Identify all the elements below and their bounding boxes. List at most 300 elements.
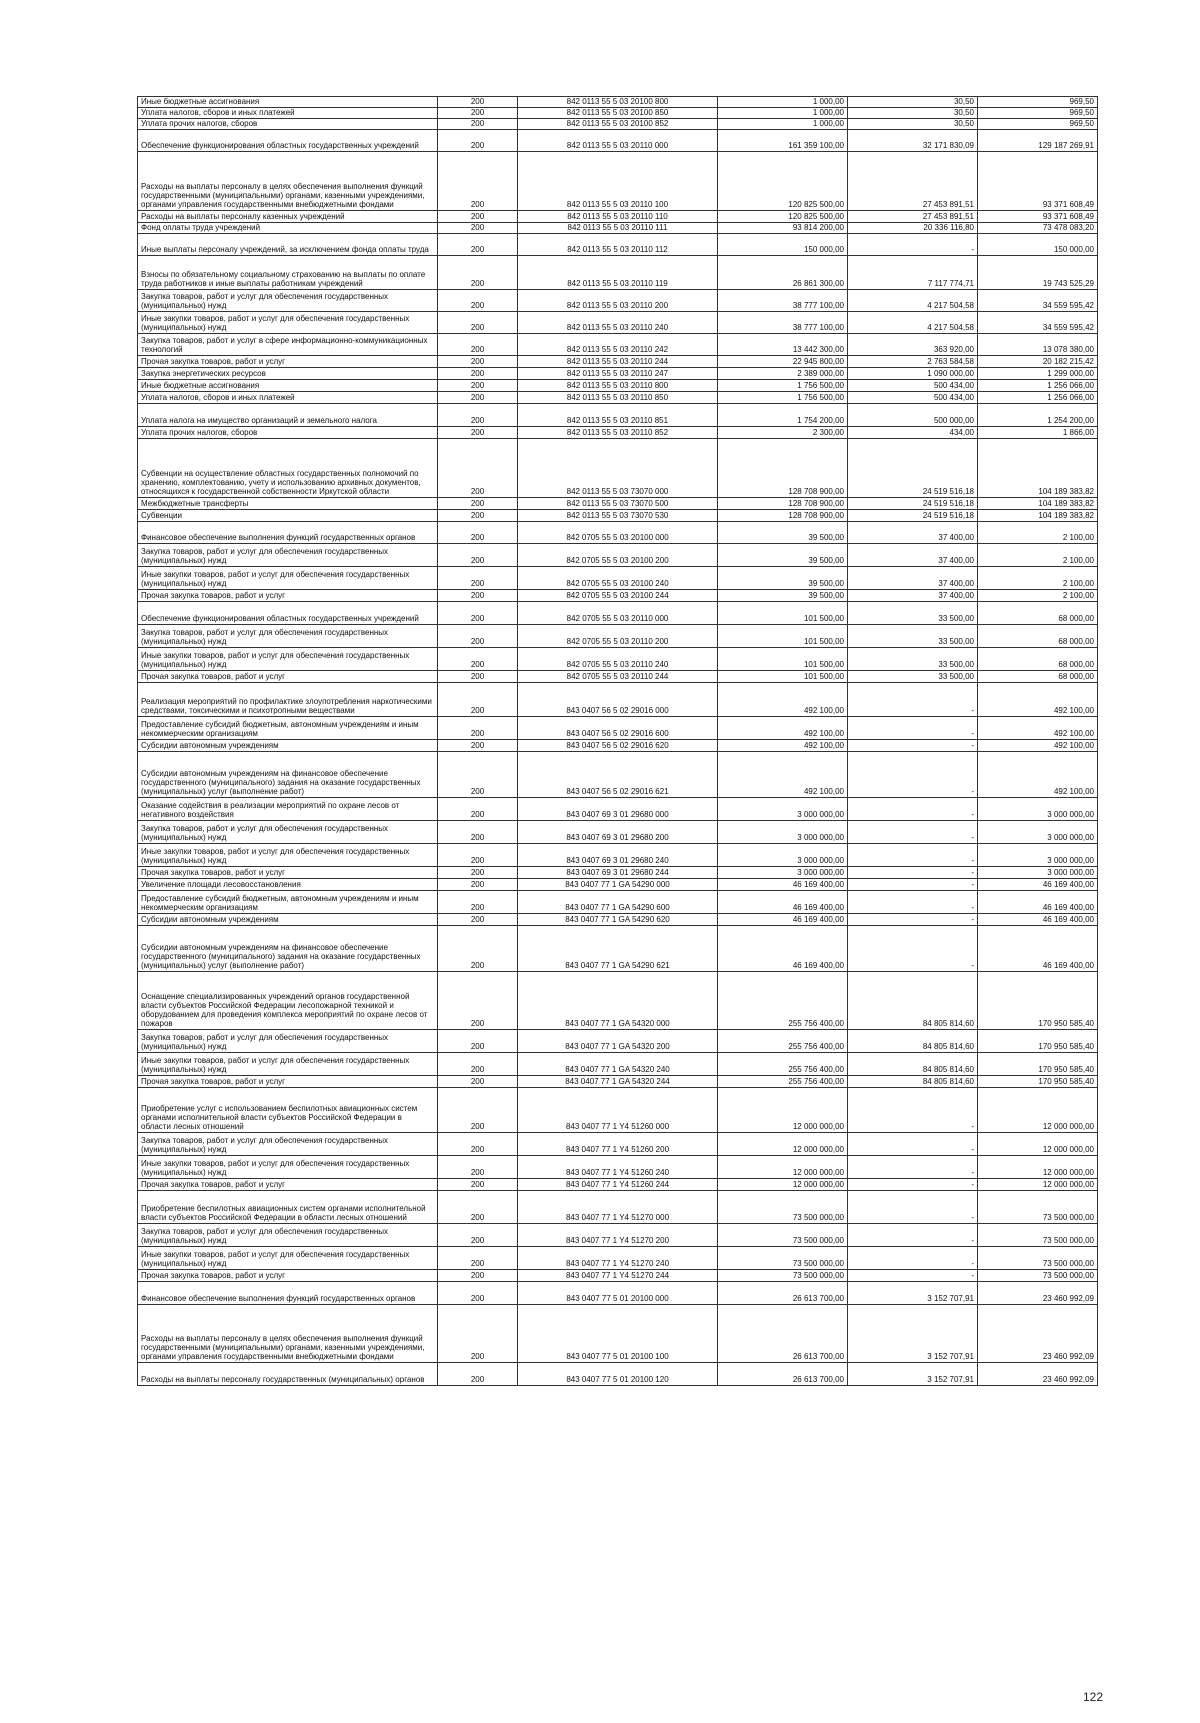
row-name: Прочая закупка товаров, работ и услуг (138, 671, 438, 683)
row-assigned: 128 708 900,00 (718, 498, 848, 510)
row-assigned: 128 708 900,00 (718, 510, 848, 522)
row-remaining: 104 189 383,82 (978, 510, 1098, 522)
row-assigned: 26 613 700,00 (718, 1363, 848, 1386)
row-classification: 843 0407 77 1 Y4 51270 244 (518, 1270, 718, 1282)
row-code: 200 (438, 891, 518, 914)
row-name: Прочая закупка товаров, работ и услуг (138, 1076, 438, 1088)
row-name: Иные закупки товаров, работ и услуг для обеспечения государственных (муниципальных) нужд (138, 312, 438, 334)
row-assigned: 128 708 900,00 (718, 439, 848, 498)
row-code: 200 (438, 223, 518, 234)
table-row (138, 602, 1098, 625)
row-executed: - (848, 798, 978, 821)
row-executed: 33 500,00 (848, 671, 978, 683)
row-name: Предоставление субсидий бюджетным, автономным учреждениям и иным некоммерческим организациям (138, 891, 438, 914)
row-code: 200 (438, 926, 518, 972)
table-row (138, 972, 1098, 1030)
row-code: 200 (438, 683, 518, 717)
row-code: 200 (438, 625, 518, 648)
row-remaining: 12 000 000,00 (978, 1088, 1098, 1133)
row-assigned: 46 169 400,00 (718, 879, 848, 891)
row-remaining: 68 000,00 (978, 671, 1098, 683)
row-code: 200 (438, 972, 518, 1030)
table-row (138, 821, 1098, 844)
table-row (138, 97, 1098, 108)
row-remaining: 93 371 608,49 (978, 211, 1098, 223)
table-row (138, 1191, 1098, 1224)
row-code: 200 (438, 1191, 518, 1224)
row-assigned: 22 945 800,00 (718, 356, 848, 368)
row-name: Субвенции (138, 510, 438, 522)
row-classification: 842 0113 55 5 03 20110 112 (518, 234, 718, 256)
row-code: 200 (438, 1179, 518, 1191)
row-assigned: 150 000,00 (718, 234, 848, 256)
row-name: Закупка товаров, работ и услуг для обеспечения государственных (муниципальных) нужд (138, 1030, 438, 1053)
row-name: Расходы на выплаты персоналу в целях обеспечения выполнения функций государственными (муниципальными) органами, казенными учреждениями, органами управления государственными внебюджетными фондами (138, 152, 438, 211)
table-row (138, 683, 1098, 717)
row-classification: 843 0407 77 5 01 20100 120 (518, 1363, 718, 1386)
row-assigned: 101 500,00 (718, 625, 848, 648)
row-code: 200 (438, 211, 518, 223)
row-classification: 843 0407 77 1 Y4 51270 240 (518, 1247, 718, 1270)
row-classification: 843 0407 77 1 GA 54290 000 (518, 879, 718, 891)
row-executed: 27 453 891,51 (848, 152, 978, 211)
row-classification: 842 0113 55 5 03 20110 119 (518, 256, 718, 290)
row-code: 200 (438, 234, 518, 256)
row-assigned: 492 100,00 (718, 752, 848, 798)
row-name: Реализация мероприятий по профилактике злоупотребления наркотическими средствами, токсическими и психотропными веществами (138, 683, 438, 717)
row-remaining: 34 559 595,42 (978, 290, 1098, 312)
row-remaining: 23 460 992,09 (978, 1363, 1098, 1386)
row-name: Уплата налога на имущество организаций и земельного налога (138, 404, 438, 427)
row-remaining: 170 950 585,40 (978, 1030, 1098, 1053)
row-remaining: 73 500 000,00 (978, 1247, 1098, 1270)
table-row (138, 1363, 1098, 1386)
table-row (138, 891, 1098, 914)
row-classification: 842 0113 55 5 03 20110 110 (518, 211, 718, 223)
row-name: Прочая закупка товаров, работ и услуг (138, 1270, 438, 1282)
row-executed: 4 217 504,58 (848, 290, 978, 312)
row-assigned: 39 500,00 (718, 544, 848, 567)
row-name: Субсидии автономным учреждениям на финансовое обеспечение государственного (муниципального) задания на оказание государственных (муниципальных) услуг (выполнение работ) (138, 752, 438, 798)
row-name: Расходы на выплаты персоналу казенных учреждений (138, 211, 438, 223)
row-remaining: 23 460 992,09 (978, 1282, 1098, 1305)
row-assigned: 492 100,00 (718, 740, 848, 752)
row-classification: 842 0113 55 5 03 73070 000 (518, 439, 718, 498)
row-executed: - (848, 879, 978, 891)
row-executed: 37 400,00 (848, 567, 978, 590)
row-assigned: 46 169 400,00 (718, 926, 848, 972)
table-row (138, 752, 1098, 798)
row-code: 200 (438, 312, 518, 334)
row-code: 200 (438, 510, 518, 522)
table-row (138, 625, 1098, 648)
row-remaining: 150 000,00 (978, 234, 1098, 256)
row-executed: 500 434,00 (848, 392, 978, 404)
row-assigned: 161 359 100,00 (718, 130, 848, 152)
row-executed: - (848, 683, 978, 717)
row-name: Обеспечение функционирования областных государственных учреждений (138, 602, 438, 625)
row-executed: 84 805 814,60 (848, 972, 978, 1030)
table-row (138, 844, 1098, 867)
row-executed: 24 519 516,18 (848, 498, 978, 510)
table-row (138, 356, 1098, 368)
row-name: Расходы на выплаты персоналу в целях обеспечения выполнения функций государственными (муниципальными) органами, казенными учреждениями, органами управления государственными внебюджетными фондами (138, 1305, 438, 1363)
row-executed: 84 805 814,60 (848, 1076, 978, 1088)
row-remaining: 1 866,00 (978, 427, 1098, 439)
table-row (138, 368, 1098, 380)
row-code: 200 (438, 97, 518, 108)
page-number: 122 (1083, 1690, 1104, 1704)
row-assigned: 120 825 500,00 (718, 152, 848, 211)
row-name: Иные закупки товаров, работ и услуг для обеспечения государственных (муниципальных) нужд (138, 567, 438, 590)
row-executed: 3 152 707,91 (848, 1363, 978, 1386)
row-code: 200 (438, 590, 518, 602)
row-executed: 33 500,00 (848, 602, 978, 625)
row-classification: 842 0705 55 5 03 20100 200 (518, 544, 718, 567)
row-name: Субсидии автономным учреждениям на финансовое обеспечение государственного (муниципального) задания на оказание государственных (муниципальных) услуг (выполнение работ) (138, 926, 438, 972)
row-remaining: 3 000 000,00 (978, 844, 1098, 867)
row-executed: - (848, 891, 978, 914)
row-classification: 842 0113 55 5 03 73070 500 (518, 498, 718, 510)
row-remaining: 969,50 (978, 119, 1098, 130)
table-row (138, 567, 1098, 590)
table-row (138, 119, 1098, 130)
row-classification: 842 0113 55 5 03 20110 240 (518, 312, 718, 334)
row-code: 200 (438, 1156, 518, 1179)
row-classification: 843 0407 77 1 GA 54290 621 (518, 926, 718, 972)
table-row (138, 648, 1098, 671)
row-remaining: 12 000 000,00 (978, 1133, 1098, 1156)
row-executed: - (848, 740, 978, 752)
row-executed: 363 920,00 (848, 334, 978, 356)
row-code: 200 (438, 717, 518, 740)
row-name: Финансовое обеспечение выполнения функций государственных органов (138, 522, 438, 544)
row-assigned: 73 500 000,00 (718, 1270, 848, 1282)
row-name: Прочая закупка товаров, работ и услуг (138, 590, 438, 602)
row-name: Межбюджетные трансферты (138, 498, 438, 510)
row-name: Обеспечение функционирования областных государственных учреждений (138, 130, 438, 152)
row-executed: - (848, 926, 978, 972)
row-name: Иные закупки товаров, работ и услуг для обеспечения государственных (муниципальных) нужд (138, 844, 438, 867)
row-executed: 33 500,00 (848, 648, 978, 671)
row-classification: 842 0705 55 5 03 20110 240 (518, 648, 718, 671)
table-row (138, 798, 1098, 821)
row-assigned: 2 300,00 (718, 427, 848, 439)
row-code: 200 (438, 108, 518, 119)
row-assigned: 12 000 000,00 (718, 1088, 848, 1133)
row-name: Оказание содействия в реализации мероприятий по охране лесов от негативного воздействия (138, 798, 438, 821)
row-remaining: 1 256 066,00 (978, 380, 1098, 392)
row-classification: 842 0113 55 5 03 20100 800 (518, 97, 718, 108)
row-executed: - (848, 821, 978, 844)
row-remaining: 2 100,00 (978, 544, 1098, 567)
row-executed: 37 400,00 (848, 590, 978, 602)
row-assigned: 101 500,00 (718, 602, 848, 625)
row-code: 200 (438, 544, 518, 567)
row-executed: - (848, 1156, 978, 1179)
row-name: Увеличение площади лесовосстановления (138, 879, 438, 891)
row-remaining: 3 000 000,00 (978, 821, 1098, 844)
row-code: 200 (438, 152, 518, 211)
row-remaining: 73 500 000,00 (978, 1224, 1098, 1247)
row-classification: 842 0705 55 5 03 20100 244 (518, 590, 718, 602)
row-executed: 20 336 116,80 (848, 223, 978, 234)
row-name: Уплата прочих налогов, сборов (138, 427, 438, 439)
row-code: 200 (438, 392, 518, 404)
row-name: Закупка товаров, работ и услуг для обеспечения государственных (муниципальных) нужд (138, 821, 438, 844)
row-classification: 842 0113 55 5 03 20110 852 (518, 427, 718, 439)
row-executed: - (848, 717, 978, 740)
table-row (138, 211, 1098, 223)
row-executed: 24 519 516,18 (848, 510, 978, 522)
row-classification: 842 0705 55 5 03 20110 000 (518, 602, 718, 625)
table-row (138, 1076, 1098, 1088)
row-code: 200 (438, 498, 518, 510)
row-classification: 843 0407 77 1 GA 54320 200 (518, 1030, 718, 1053)
row-remaining: 23 460 992,09 (978, 1305, 1098, 1363)
row-executed: 30,50 (848, 97, 978, 108)
row-code: 200 (438, 1053, 518, 1076)
row-assigned: 3 000 000,00 (718, 798, 848, 821)
row-assigned: 1 754 200,00 (718, 404, 848, 427)
row-remaining: 170 950 585,40 (978, 1053, 1098, 1076)
table-row (138, 498, 1098, 510)
table-row (138, 544, 1098, 567)
row-classification: 842 0113 55 5 03 20100 852 (518, 119, 718, 130)
row-name: Иные закупки товаров, работ и услуг для обеспечения государственных (муниципальных) нужд (138, 648, 438, 671)
row-classification: 843 0407 77 1 Y4 51270 200 (518, 1224, 718, 1247)
row-executed: - (848, 844, 978, 867)
row-classification: 842 0113 55 5 03 20110 851 (518, 404, 718, 427)
row-remaining: 170 950 585,40 (978, 1076, 1098, 1088)
row-classification: 843 0407 56 5 02 29016 621 (518, 752, 718, 798)
row-code: 200 (438, 1224, 518, 1247)
row-classification: 843 0407 77 1 GA 54320 000 (518, 972, 718, 1030)
row-assigned: 73 500 000,00 (718, 1224, 848, 1247)
row-classification: 843 0407 77 5 01 20100 000 (518, 1282, 718, 1305)
row-classification: 843 0407 69 3 01 29680 200 (518, 821, 718, 844)
row-executed: 434,00 (848, 427, 978, 439)
table-row (138, 1030, 1098, 1053)
row-name: Закупка товаров, работ и услуг для обеспечения государственных (муниципальных) нужд (138, 1133, 438, 1156)
table-row (138, 392, 1098, 404)
budget-report-sheet (137, 96, 1097, 1386)
table-row (138, 108, 1098, 119)
row-remaining: 34 559 595,42 (978, 312, 1098, 334)
row-classification: 843 0407 77 1 Y4 51260 200 (518, 1133, 718, 1156)
row-code: 200 (438, 119, 518, 130)
table-row (138, 510, 1098, 522)
table-row (138, 256, 1098, 290)
row-assigned: 73 500 000,00 (718, 1247, 848, 1270)
row-assigned: 101 500,00 (718, 648, 848, 671)
row-classification: 843 0407 56 5 02 29016 600 (518, 717, 718, 740)
row-assigned: 101 500,00 (718, 671, 848, 683)
row-remaining: 46 169 400,00 (978, 926, 1098, 972)
table-row (138, 671, 1098, 683)
table-row (138, 1053, 1098, 1076)
row-assigned: 255 756 400,00 (718, 1053, 848, 1076)
row-remaining: 170 950 585,40 (978, 972, 1098, 1030)
row-remaining: 68 000,00 (978, 625, 1098, 648)
row-code: 200 (438, 914, 518, 926)
row-classification: 842 0113 55 5 03 20110 850 (518, 392, 718, 404)
row-code: 200 (438, 334, 518, 356)
row-executed: 37 400,00 (848, 522, 978, 544)
table-row (138, 717, 1098, 740)
row-name: Прочая закупка товаров, работ и услуг (138, 1179, 438, 1191)
row-assigned: 26 613 700,00 (718, 1305, 848, 1363)
row-classification: 842 0113 55 5 03 20110 242 (518, 334, 718, 356)
row-remaining: 1 254 200,00 (978, 404, 1098, 427)
table-row (138, 1247, 1098, 1270)
row-executed: 3 152 707,91 (848, 1305, 978, 1363)
row-classification: 843 0407 77 1 Y4 51260 244 (518, 1179, 718, 1191)
row-code: 200 (438, 648, 518, 671)
row-assigned: 12 000 000,00 (718, 1156, 848, 1179)
row-assigned: 38 777 100,00 (718, 290, 848, 312)
row-assigned: 13 442 300,00 (718, 334, 848, 356)
row-classification: 842 0113 55 5 03 20110 000 (518, 130, 718, 152)
row-executed: - (848, 234, 978, 256)
table-row (138, 234, 1098, 256)
row-classification: 843 0407 77 1 GA 54290 620 (518, 914, 718, 926)
row-code: 200 (438, 1270, 518, 1282)
row-remaining: 73 478 083,20 (978, 223, 1098, 234)
row-remaining: 20 182 215,42 (978, 356, 1098, 368)
row-assigned: 26 861 300,00 (718, 256, 848, 290)
row-name: Приобретение беспилотных авиационных систем органами исполнительной власти субъектов Российской Федерации в области лесных отношений (138, 1191, 438, 1224)
row-classification: 843 0407 77 5 01 20100 100 (518, 1305, 718, 1363)
row-executed: 24 519 516,18 (848, 439, 978, 498)
row-classification: 842 0113 55 5 03 20110 244 (518, 356, 718, 368)
table-row (138, 312, 1098, 334)
row-assigned: 1 000,00 (718, 119, 848, 130)
row-code: 200 (438, 427, 518, 439)
row-assigned: 38 777 100,00 (718, 312, 848, 334)
row-classification: 843 0407 69 3 01 29680 240 (518, 844, 718, 867)
row-code: 200 (438, 798, 518, 821)
row-code: 200 (438, 522, 518, 544)
row-code: 200 (438, 439, 518, 498)
row-code: 200 (438, 1363, 518, 1386)
row-code: 200 (438, 844, 518, 867)
row-assigned: 492 100,00 (718, 683, 848, 717)
row-executed: 2 763 584,58 (848, 356, 978, 368)
row-name: Уплата прочих налогов, сборов (138, 119, 438, 130)
table-row (138, 1156, 1098, 1179)
table-row (138, 590, 1098, 602)
row-name: Закупка товаров, работ и услуг в сфере информационно-коммуникационных технологий (138, 334, 438, 356)
row-executed: - (848, 1191, 978, 1224)
row-executed: 1 090 000,00 (848, 368, 978, 380)
row-classification: 843 0407 56 5 02 29016 620 (518, 740, 718, 752)
row-remaining: 492 100,00 (978, 752, 1098, 798)
table-row (138, 1133, 1098, 1156)
row-code: 200 (438, 1030, 518, 1053)
row-remaining: 2 100,00 (978, 590, 1098, 602)
table-row (138, 152, 1098, 211)
row-name: Закупка товаров, работ и услуг для обеспечения государственных (муниципальных) нужд (138, 544, 438, 567)
row-name: Закупка энергетических ресурсов (138, 368, 438, 380)
row-assigned: 2 389 000,00 (718, 368, 848, 380)
table-row (138, 1305, 1098, 1363)
row-code: 200 (438, 1133, 518, 1156)
row-assigned: 26 613 700,00 (718, 1282, 848, 1305)
row-executed: 30,50 (848, 119, 978, 130)
row-remaining: 969,50 (978, 97, 1098, 108)
row-assigned: 3 000 000,00 (718, 821, 848, 844)
row-name: Субсидии автономным учреждениям (138, 914, 438, 926)
row-executed: - (848, 1179, 978, 1191)
row-classification: 842 0113 55 5 03 73070 530 (518, 510, 718, 522)
row-classification: 843 0407 56 5 02 29016 000 (518, 683, 718, 717)
row-assigned: 1 000,00 (718, 108, 848, 119)
row-executed: 7 117 774,71 (848, 256, 978, 290)
row-code: 200 (438, 356, 518, 368)
row-assigned: 39 500,00 (718, 522, 848, 544)
row-remaining: 492 100,00 (978, 740, 1098, 752)
row-classification: 843 0407 77 1 Y4 51270 000 (518, 1191, 718, 1224)
row-remaining: 68 000,00 (978, 648, 1098, 671)
row-code: 200 (438, 256, 518, 290)
row-code: 200 (438, 671, 518, 683)
row-remaining: 73 500 000,00 (978, 1270, 1098, 1282)
row-classification: 843 0407 69 3 01 29680 244 (518, 867, 718, 879)
row-code: 200 (438, 1088, 518, 1133)
row-code: 200 (438, 740, 518, 752)
row-classification: 843 0407 69 3 01 29680 000 (518, 798, 718, 821)
row-assigned: 12 000 000,00 (718, 1133, 848, 1156)
row-name: Расходы на выплаты персоналу государственных (муниципальных) органов (138, 1363, 438, 1386)
row-remaining: 969,50 (978, 108, 1098, 119)
table-row (138, 223, 1098, 234)
row-assigned: 93 814 200,00 (718, 223, 848, 234)
row-code: 200 (438, 368, 518, 380)
row-assigned: 1 756 500,00 (718, 392, 848, 404)
table-row (138, 879, 1098, 891)
table-row (138, 404, 1098, 427)
row-executed: - (848, 1088, 978, 1133)
row-remaining: 93 371 608,49 (978, 152, 1098, 211)
row-name: Приобретение услуг с использованием беспилотных авиационных систем органами исполнительной власти субъектов Российской Федерации в области лесных отношений (138, 1088, 438, 1133)
row-remaining: 2 100,00 (978, 522, 1098, 544)
row-code: 200 (438, 130, 518, 152)
row-name: Прочая закупка товаров, работ и услуг (138, 356, 438, 368)
row-assigned: 46 169 400,00 (718, 914, 848, 926)
row-executed: - (848, 1224, 978, 1247)
row-code: 200 (438, 821, 518, 844)
row-remaining: 2 100,00 (978, 567, 1098, 590)
row-executed: - (848, 1133, 978, 1156)
row-code: 200 (438, 867, 518, 879)
row-code: 200 (438, 567, 518, 590)
row-assigned: 120 825 500,00 (718, 211, 848, 223)
row-remaining: 73 500 000,00 (978, 1191, 1098, 1224)
row-classification: 842 0705 55 5 03 20110 244 (518, 671, 718, 683)
row-name: Предоставление субсидий бюджетным, автономным учреждениям и иным некоммерческим организациям (138, 717, 438, 740)
row-remaining: 13 078 380,00 (978, 334, 1098, 356)
row-executed: 4 217 504,58 (848, 312, 978, 334)
row-classification: 842 0113 55 5 03 20110 100 (518, 152, 718, 211)
row-classification: 842 0705 55 5 03 20110 200 (518, 625, 718, 648)
row-code: 200 (438, 290, 518, 312)
row-code: 200 (438, 752, 518, 798)
row-executed: - (848, 1270, 978, 1282)
row-code: 200 (438, 380, 518, 392)
row-assigned: 255 756 400,00 (718, 1076, 848, 1088)
row-remaining: 46 169 400,00 (978, 891, 1098, 914)
